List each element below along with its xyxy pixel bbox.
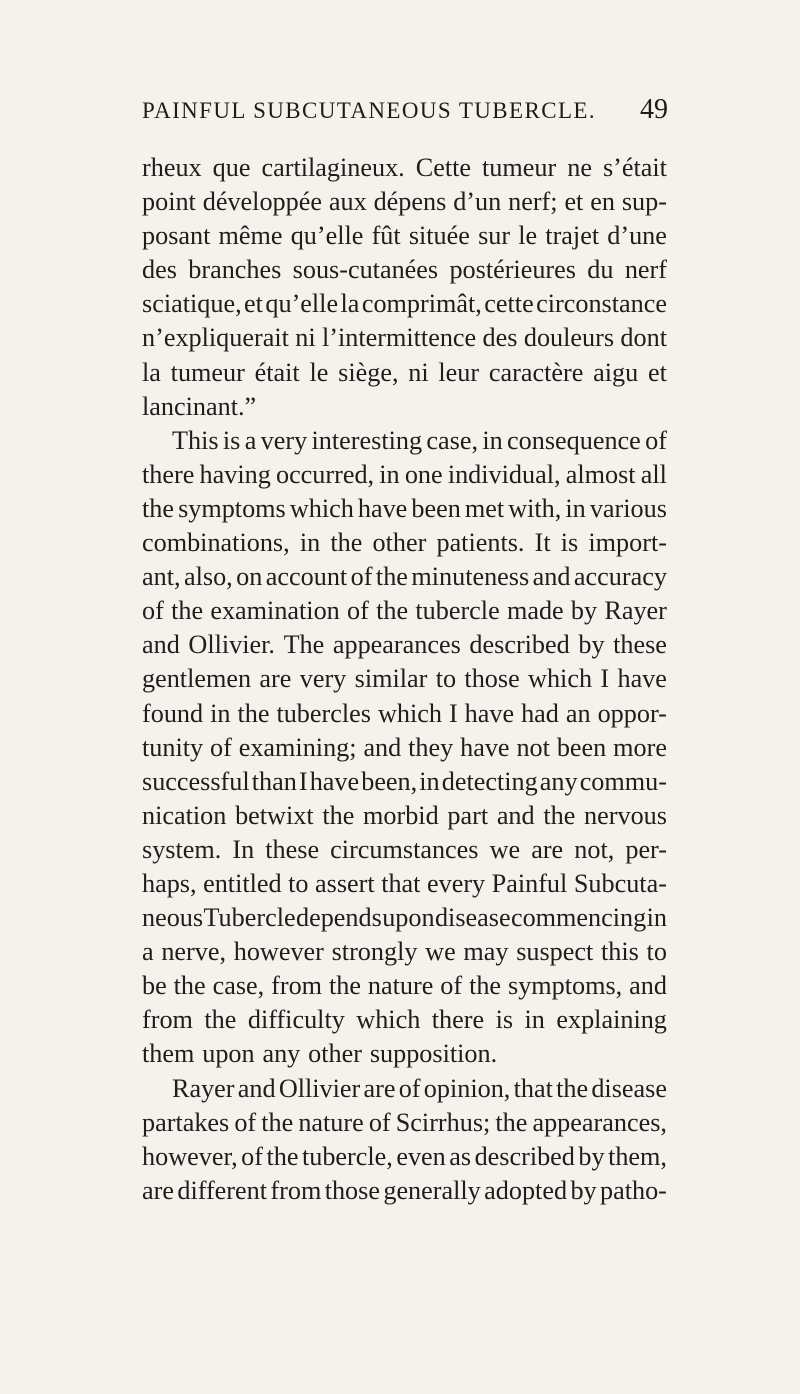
text-line bbox=[142, 390, 667, 424]
text-line bbox=[142, 356, 667, 390]
word: difficulty bbox=[247, 1005, 345, 1035]
word: upon bbox=[202, 1039, 255, 1069]
text-line bbox=[142, 492, 667, 526]
word: trajet bbox=[545, 221, 600, 251]
word: of bbox=[440, 971, 463, 1001]
word: other bbox=[308, 1039, 362, 1069]
text-line bbox=[142, 458, 667, 492]
word: située bbox=[408, 221, 470, 251]
word: in bbox=[379, 459, 400, 489]
word: qu’elle bbox=[290, 221, 364, 251]
word: opinion, bbox=[423, 1073, 511, 1103]
text-line bbox=[142, 287, 667, 321]
word: Scirrhus; bbox=[395, 1107, 491, 1137]
text-line bbox=[142, 219, 667, 253]
word: very bbox=[260, 425, 308, 455]
word: It bbox=[534, 528, 551, 558]
word: in bbox=[524, 1005, 545, 1035]
word: consequence bbox=[507, 425, 641, 455]
word: circonstance bbox=[536, 289, 667, 319]
word: system. bbox=[142, 834, 222, 864]
word: et bbox=[647, 357, 667, 387]
word: morbid bbox=[363, 800, 439, 830]
word: cette bbox=[484, 289, 534, 319]
word: examining; bbox=[238, 732, 357, 762]
word: various bbox=[589, 493, 667, 523]
word: an bbox=[565, 698, 591, 728]
text-line bbox=[142, 1072, 667, 1106]
word: case, bbox=[212, 971, 265, 1001]
word: symptoms, bbox=[508, 971, 623, 1001]
word: occurred, bbox=[275, 459, 375, 489]
word: have bbox=[464, 698, 515, 728]
word: which bbox=[528, 664, 593, 694]
word: these bbox=[613, 630, 667, 660]
word: to bbox=[646, 937, 667, 967]
text-line bbox=[142, 321, 667, 355]
word: any bbox=[539, 766, 578, 796]
word: than bbox=[251, 766, 297, 796]
word: développée bbox=[202, 187, 322, 217]
word: oppor- bbox=[597, 698, 667, 728]
word: This bbox=[172, 425, 219, 455]
word: était bbox=[254, 357, 300, 387]
text-line bbox=[142, 901, 667, 935]
word: Subcuta- bbox=[573, 868, 667, 898]
word: which bbox=[356, 1005, 421, 1035]
word: are bbox=[142, 1175, 174, 1205]
word: almost bbox=[565, 459, 636, 489]
word: suspect bbox=[516, 937, 594, 967]
word: circumstances bbox=[330, 834, 479, 864]
word: are bbox=[531, 834, 564, 864]
word: any bbox=[262, 1039, 301, 1069]
word: more bbox=[613, 732, 667, 762]
word: by bbox=[578, 1141, 605, 1171]
word: commencing bbox=[510, 903, 647, 933]
word: Rayer bbox=[604, 596, 667, 626]
word: In bbox=[232, 834, 255, 864]
word: qu’elle bbox=[265, 289, 339, 319]
word: I bbox=[298, 766, 308, 796]
word: patho- bbox=[600, 1175, 667, 1205]
word: of bbox=[645, 425, 667, 455]
word: the bbox=[142, 493, 174, 523]
word: be bbox=[142, 971, 167, 1001]
word: s’était bbox=[602, 153, 667, 182]
text-line bbox=[142, 424, 667, 458]
word: on bbox=[236, 562, 263, 592]
word: not, bbox=[574, 834, 615, 864]
word: made bbox=[506, 596, 564, 626]
word: described bbox=[474, 1141, 575, 1171]
word: appearances bbox=[332, 630, 461, 660]
text-line bbox=[142, 628, 667, 662]
word: Painful bbox=[491, 868, 568, 898]
word: those bbox=[324, 1175, 380, 1205]
word: siège, bbox=[338, 357, 399, 387]
text-line bbox=[142, 526, 667, 560]
word: those bbox=[464, 664, 520, 694]
word: of bbox=[350, 562, 373, 592]
word: et bbox=[244, 289, 263, 319]
word: the bbox=[328, 971, 361, 1001]
text-line bbox=[142, 594, 667, 628]
word: having bbox=[199, 459, 271, 489]
running-head-title: PAINFUL SUBCUTANEOUS TUBERCLE. bbox=[142, 98, 597, 123]
word: been bbox=[556, 732, 607, 762]
word: however bbox=[233, 937, 324, 967]
word: of bbox=[241, 1141, 263, 1171]
word: met bbox=[464, 493, 505, 523]
word: aigu bbox=[593, 357, 639, 387]
word: interesting bbox=[311, 425, 423, 455]
word: of bbox=[142, 596, 164, 626]
word: and bbox=[142, 630, 180, 660]
text-line bbox=[142, 253, 667, 287]
word: every bbox=[426, 868, 486, 898]
word: in bbox=[646, 903, 667, 933]
word: the bbox=[330, 528, 363, 558]
word: tubercle, bbox=[301, 1141, 393, 1171]
word: by bbox=[570, 1175, 597, 1205]
text-line bbox=[142, 1174, 667, 1208]
word: aux bbox=[328, 187, 367, 217]
word: posant bbox=[142, 221, 211, 251]
word: we bbox=[489, 834, 521, 864]
word: douleurs bbox=[523, 323, 615, 353]
word: that bbox=[513, 1073, 553, 1103]
word: comprimât, bbox=[361, 289, 482, 319]
page-number: 49 bbox=[640, 94, 668, 125]
word: the bbox=[266, 1141, 299, 1171]
word: by bbox=[578, 630, 605, 660]
word: have bbox=[309, 766, 360, 796]
text-line bbox=[142, 697, 667, 731]
word: nerve, bbox=[161, 937, 227, 967]
word: supposition. bbox=[369, 1039, 498, 1069]
word: and bbox=[237, 1073, 276, 1103]
word: and bbox=[629, 971, 667, 1001]
word: nature bbox=[298, 1107, 364, 1137]
word: la bbox=[340, 289, 360, 319]
word: in bbox=[210, 698, 231, 728]
word: may bbox=[463, 937, 509, 967]
word: in bbox=[482, 425, 503, 455]
word: entitled bbox=[203, 868, 282, 898]
word: the bbox=[495, 1107, 528, 1137]
word: found bbox=[142, 698, 204, 728]
word: a bbox=[142, 937, 154, 967]
word: we bbox=[425, 937, 456, 967]
word: accuracy bbox=[573, 562, 667, 592]
word: part bbox=[447, 800, 489, 830]
text-line bbox=[142, 765, 667, 799]
word: du bbox=[587, 255, 614, 285]
word: and bbox=[532, 562, 571, 592]
word: detecting bbox=[441, 766, 538, 796]
word: tubercles bbox=[276, 698, 371, 728]
text-line bbox=[142, 1003, 667, 1037]
text-line bbox=[142, 1037, 667, 1071]
word: not bbox=[516, 732, 550, 762]
word: described bbox=[469, 630, 570, 660]
word: appearances, bbox=[532, 1107, 667, 1137]
word: des bbox=[142, 255, 177, 285]
text-line bbox=[142, 185, 667, 219]
word: generally bbox=[383, 1175, 481, 1205]
word: le bbox=[309, 357, 329, 387]
word: the bbox=[173, 971, 206, 1001]
word: all bbox=[640, 459, 667, 489]
word: tunity bbox=[142, 732, 204, 762]
word: by bbox=[570, 596, 598, 626]
word: also, bbox=[183, 562, 233, 592]
word: they bbox=[408, 732, 454, 762]
word: been, bbox=[361, 766, 418, 796]
word: in bbox=[565, 493, 586, 523]
word: are bbox=[363, 1073, 396, 1103]
word: the bbox=[261, 1107, 294, 1137]
word: disease bbox=[591, 1073, 667, 1103]
word: there bbox=[142, 459, 195, 489]
running-head bbox=[142, 94, 668, 125]
text-line bbox=[142, 151, 667, 185]
word: n’expliquerait bbox=[142, 323, 289, 353]
word: d’une bbox=[607, 221, 667, 251]
text-line bbox=[142, 1140, 667, 1174]
word: had bbox=[521, 698, 559, 728]
word: the bbox=[204, 1005, 237, 1035]
word: have bbox=[617, 664, 667, 694]
word: in bbox=[299, 528, 321, 558]
word: le bbox=[518, 221, 538, 251]
word: adopted bbox=[484, 1175, 568, 1205]
word: et bbox=[564, 187, 584, 217]
word: dont bbox=[620, 323, 667, 353]
word: of bbox=[368, 1107, 391, 1137]
word: sciatique, bbox=[142, 289, 242, 319]
body-text bbox=[142, 151, 667, 1208]
word: point bbox=[142, 187, 196, 217]
word: the bbox=[375, 562, 408, 592]
word: Ollivier bbox=[278, 1073, 361, 1103]
text-line bbox=[142, 867, 667, 901]
word: one bbox=[404, 459, 443, 489]
word: neous bbox=[142, 903, 204, 933]
word: account bbox=[265, 562, 348, 592]
word: other bbox=[372, 528, 427, 558]
word: different bbox=[177, 1175, 268, 1205]
word: from bbox=[271, 971, 323, 1001]
word: a bbox=[244, 425, 257, 455]
word: ant, bbox=[142, 562, 181, 592]
word: the bbox=[322, 800, 355, 830]
word: postérieures bbox=[449, 255, 576, 285]
word: to bbox=[288, 868, 309, 898]
word: I bbox=[600, 664, 610, 694]
word: is bbox=[495, 1005, 514, 1035]
word: explaining bbox=[556, 1005, 667, 1035]
word: The bbox=[283, 630, 325, 660]
word: Cette bbox=[415, 153, 472, 182]
word: haps, bbox=[142, 868, 197, 898]
word: the bbox=[469, 971, 502, 1001]
word: la bbox=[142, 357, 161, 387]
word: lancinant.” bbox=[142, 391, 257, 421]
word: upon bbox=[382, 903, 435, 933]
word: have bbox=[460, 732, 510, 762]
word: from bbox=[270, 1175, 322, 1205]
word: Rayer bbox=[172, 1073, 235, 1103]
word: of bbox=[347, 596, 369, 626]
word: as bbox=[449, 1141, 472, 1171]
word: cartilagineux. bbox=[261, 153, 405, 182]
text-line bbox=[142, 731, 667, 765]
word: from bbox=[142, 1005, 193, 1035]
word: nerf; bbox=[508, 187, 558, 217]
word: ni bbox=[408, 357, 429, 387]
word: fût bbox=[371, 221, 401, 251]
word: the bbox=[543, 800, 576, 830]
word: of bbox=[234, 1107, 257, 1137]
word: the bbox=[376, 596, 409, 626]
word: with, bbox=[508, 493, 562, 523]
word: per- bbox=[625, 834, 667, 864]
word: nerf bbox=[624, 255, 667, 285]
text-line bbox=[142, 1106, 667, 1140]
word: ni bbox=[295, 323, 316, 353]
word: sous-cutanées bbox=[292, 255, 439, 285]
word: Tubercle bbox=[203, 903, 296, 933]
word: to bbox=[435, 664, 457, 694]
word: des bbox=[482, 323, 518, 353]
word: minuteness bbox=[411, 562, 530, 592]
word: this bbox=[601, 937, 639, 967]
word: which bbox=[289, 493, 354, 523]
word: them, bbox=[608, 1141, 667, 1171]
word: case, bbox=[426, 425, 478, 455]
word: que bbox=[212, 153, 251, 182]
word: of bbox=[398, 1073, 421, 1103]
word: tumeur bbox=[170, 357, 245, 387]
text-line bbox=[142, 560, 667, 594]
word: branches bbox=[188, 255, 282, 285]
word: is bbox=[222, 425, 241, 455]
text-line bbox=[142, 662, 667, 696]
word: l’intermittence bbox=[322, 323, 477, 353]
text-line bbox=[142, 833, 667, 867]
word: individual, bbox=[447, 459, 561, 489]
word: Ollivier. bbox=[188, 630, 275, 660]
word: strongly bbox=[331, 937, 418, 967]
word: very bbox=[299, 664, 347, 694]
word: assert bbox=[315, 868, 375, 898]
word: nature bbox=[367, 971, 434, 1001]
word: is bbox=[560, 528, 579, 558]
word: patients. bbox=[436, 528, 525, 558]
word: the bbox=[556, 1073, 589, 1103]
word: d’un bbox=[453, 187, 502, 217]
word: leur bbox=[438, 357, 480, 387]
word: nication bbox=[142, 800, 227, 830]
word: are bbox=[259, 664, 292, 694]
word: rheux bbox=[142, 153, 202, 182]
word: disease bbox=[434, 903, 511, 933]
word: gentlemen bbox=[142, 664, 252, 694]
word: betwixt bbox=[235, 800, 314, 830]
word: caractère bbox=[488, 357, 584, 387]
word: and bbox=[363, 732, 402, 762]
word: ne bbox=[567, 153, 592, 182]
text-line bbox=[142, 935, 667, 969]
word: I bbox=[448, 698, 458, 728]
word: that bbox=[381, 868, 421, 898]
word: however, bbox=[142, 1141, 238, 1171]
word: même bbox=[218, 221, 283, 251]
text-line bbox=[142, 969, 667, 1003]
word: depends bbox=[296, 903, 382, 933]
word: import- bbox=[588, 528, 667, 558]
word: sur bbox=[478, 221, 511, 251]
word: have bbox=[357, 493, 408, 523]
word: even bbox=[396, 1141, 446, 1171]
word: them bbox=[142, 1039, 195, 1069]
word: similar bbox=[354, 664, 428, 694]
text-line bbox=[142, 799, 667, 833]
word: commu- bbox=[579, 766, 667, 796]
word: successful bbox=[142, 766, 250, 796]
word: tubercle bbox=[415, 596, 500, 626]
word: of bbox=[210, 732, 232, 762]
word: dépens bbox=[373, 187, 447, 217]
word: which bbox=[377, 698, 442, 728]
word: the bbox=[171, 596, 204, 626]
word: tumeur bbox=[482, 153, 557, 182]
word: partakes bbox=[142, 1107, 230, 1137]
word: these bbox=[265, 834, 320, 864]
word: in bbox=[419, 766, 440, 796]
word: been bbox=[411, 493, 461, 523]
word: sup- bbox=[621, 187, 667, 217]
word: examination bbox=[210, 596, 340, 626]
word: and bbox=[496, 800, 535, 830]
word: the bbox=[237, 698, 270, 728]
word: en bbox=[590, 187, 615, 217]
word: combinations, bbox=[142, 528, 290, 558]
word: symptoms bbox=[178, 493, 286, 523]
word: there bbox=[431, 1005, 485, 1035]
word: nervous bbox=[584, 800, 667, 830]
